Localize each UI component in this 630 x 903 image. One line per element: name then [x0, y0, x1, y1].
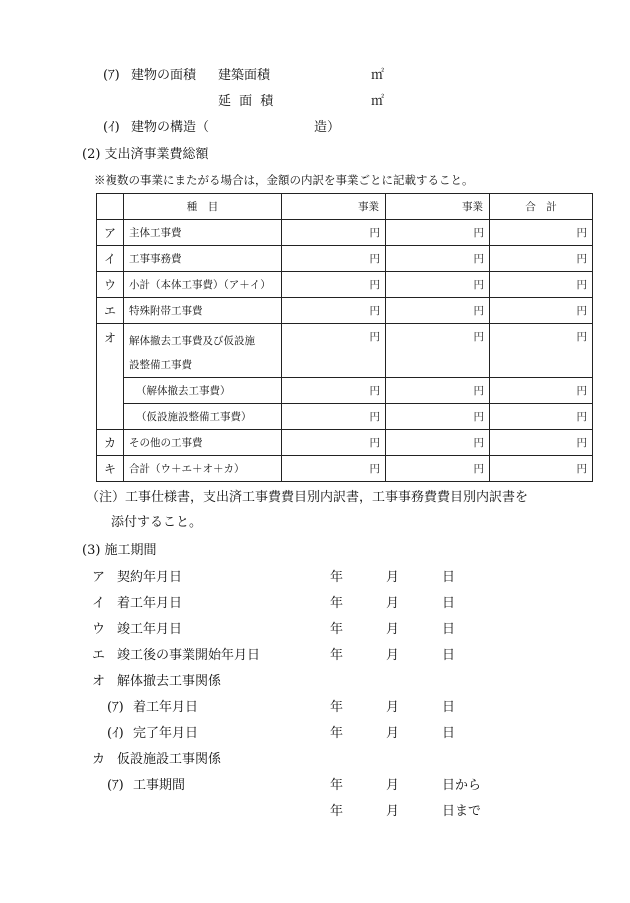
- header-project-1: 事業: [282, 194, 386, 220]
- yen-cell: 円: [282, 272, 386, 298]
- cost-table: [96, 193, 593, 482]
- yen-cell: 円: [490, 246, 593, 272]
- building-area-label: 建築面積: [218, 68, 271, 83]
- section-i-suffix: 造）: [314, 120, 341, 135]
- yen-cell: 円: [282, 378, 386, 404]
- floor-area-label: 延 面 積: [218, 94, 276, 109]
- period-mark: イ: [92, 596, 106, 611]
- period-mark: エ: [92, 648, 106, 663]
- header-mark: [97, 194, 124, 220]
- row-item: 特殊附帯工事費: [124, 298, 282, 324]
- section-2-heading: (2) 支出済事業費総額: [82, 147, 209, 162]
- yen-cell: 円: [386, 246, 490, 272]
- table-header-row: [97, 194, 593, 220]
- sub-mark: (ｱ): [107, 700, 124, 715]
- row-item-line-1: 解体撤去工事費及び仮設施: [129, 335, 255, 347]
- yen-cell: 円: [282, 430, 386, 456]
- demolition-start-label: 着工年月日: [133, 700, 199, 715]
- yen-cell: 円: [282, 456, 386, 482]
- row-mark: オ: [97, 324, 124, 430]
- section-3-heading: (3) 施工期間: [82, 543, 157, 558]
- row-mark: キ: [97, 456, 124, 482]
- month-label: 月: [386, 570, 400, 585]
- table-row: [97, 298, 593, 324]
- year-label: 年: [330, 726, 344, 741]
- row-item-line-2: 設整備工事費: [129, 359, 192, 371]
- row-item: （仮設施設整備工事費）: [124, 404, 282, 430]
- yen-cell: 円: [282, 220, 386, 246]
- yen-cell: 円: [490, 324, 593, 378]
- table-row: [97, 324, 593, 378]
- period-mark: ウ: [92, 622, 106, 637]
- row-mark: イ: [97, 246, 124, 272]
- footnote-line-1: （注）工事仕様書，支出済工事費費目別内訳書，工事事務費費目別内訳書を: [86, 490, 529, 505]
- month-label: 月: [386, 622, 400, 637]
- header-item: 種 目: [124, 194, 282, 220]
- table-row: [97, 404, 593, 430]
- section-2-note: ※複数の事業にまたがる場合は，金額の内訳を事業ごとに記載すること。: [94, 173, 474, 187]
- period-mark: オ: [92, 674, 106, 689]
- yen-cell: 円: [386, 456, 490, 482]
- row-mark: エ: [97, 298, 124, 324]
- month-label: 月: [386, 648, 400, 663]
- yen-cell: 円: [490, 272, 593, 298]
- table-row: [97, 220, 593, 246]
- month-label: 月: [386, 700, 400, 715]
- row-item: 工事事務費: [124, 246, 282, 272]
- year-label: 年: [330, 570, 344, 585]
- day-label: 日: [442, 648, 456, 663]
- year-label: 年: [330, 778, 344, 793]
- month-label: 月: [386, 778, 400, 793]
- operation-start-date-label: 竣工後の事業開始年月日: [117, 648, 261, 663]
- yen-cell: 円: [490, 298, 593, 324]
- year-label: 年: [330, 804, 344, 819]
- period-mark: ア: [92, 570, 106, 585]
- yen-cell: 円: [386, 324, 490, 378]
- section-i-label: (ｲ): [103, 120, 120, 135]
- day-label: 日: [442, 596, 456, 611]
- day-from-label: 日から: [442, 778, 482, 793]
- yen-cell: 円: [386, 298, 490, 324]
- yen-cell: 円: [282, 324, 386, 378]
- year-label: 年: [330, 700, 344, 715]
- row-mark: カ: [97, 430, 124, 456]
- yen-cell: 円: [386, 430, 490, 456]
- row-item: 合計（ウ＋エ＋オ＋カ）: [124, 456, 282, 482]
- temporary-facility-label: 仮設施設工事関係: [117, 752, 222, 767]
- section-i-title: 建物の構造（: [131, 120, 210, 135]
- day-label: 日: [442, 726, 456, 741]
- month-label: 月: [386, 726, 400, 741]
- year-label: 年: [330, 596, 344, 611]
- row-item: 小計（本体工事費）（ア＋イ）: [124, 272, 282, 298]
- yen-cell: 円: [490, 378, 593, 404]
- yen-cell: 円: [282, 298, 386, 324]
- year-label: 年: [330, 622, 344, 637]
- yen-cell: 円: [490, 430, 593, 456]
- day-label: 日: [442, 700, 456, 715]
- table-row: [97, 456, 593, 482]
- yen-cell: 円: [282, 246, 386, 272]
- yen-cell: 円: [386, 220, 490, 246]
- row-item: 主体工事費: [124, 220, 282, 246]
- yen-cell: 円: [386, 378, 490, 404]
- row-item: （解体撤去工事費）: [124, 378, 282, 404]
- yen-cell: 円: [490, 220, 593, 246]
- header-total: 合 計: [490, 194, 593, 220]
- row-mark: ア: [97, 220, 124, 246]
- yen-cell: 円: [490, 456, 593, 482]
- footnote-line-2: 添付すること。: [111, 515, 203, 530]
- header-project-2: 事業: [386, 194, 490, 220]
- sub-mark: (ｲ): [107, 726, 124, 741]
- building-area-unit: ㎡: [371, 68, 385, 83]
- day-label: 日: [442, 570, 456, 585]
- yen-cell: 円: [386, 404, 490, 430]
- start-date-label: 着工年月日: [117, 596, 183, 611]
- floor-area-unit: ㎡: [371, 94, 385, 109]
- sub-mark: (ｱ): [107, 778, 124, 793]
- table-row: [97, 430, 593, 456]
- yen-cell: 円: [490, 404, 593, 430]
- section-a-label: (ｱ): [103, 68, 120, 83]
- table-row: [97, 272, 593, 298]
- period-mark: カ: [92, 752, 106, 767]
- construction-period-label: 工事期間: [133, 778, 186, 793]
- yen-cell: 円: [282, 404, 386, 430]
- row-item: その他の工事費: [124, 430, 282, 456]
- day-label: 日: [442, 622, 456, 637]
- table-row: [97, 246, 593, 272]
- month-label: 月: [386, 804, 400, 819]
- row-mark: ウ: [97, 272, 124, 298]
- demolition-end-label: 完了年月日: [133, 726, 199, 741]
- day-to-label: 日まで: [442, 804, 482, 819]
- demolition-label: 解体撤去工事関係: [117, 674, 222, 689]
- year-label: 年: [330, 648, 344, 663]
- section-a-title: 建物の面積: [131, 68, 197, 83]
- completion-date-label: 竣工年月日: [117, 622, 183, 637]
- month-label: 月: [386, 596, 400, 611]
- contract-date-label: 契約年月日: [117, 570, 183, 585]
- yen-cell: 円: [386, 272, 490, 298]
- table-row: [97, 378, 593, 404]
- row-item: [124, 324, 282, 378]
